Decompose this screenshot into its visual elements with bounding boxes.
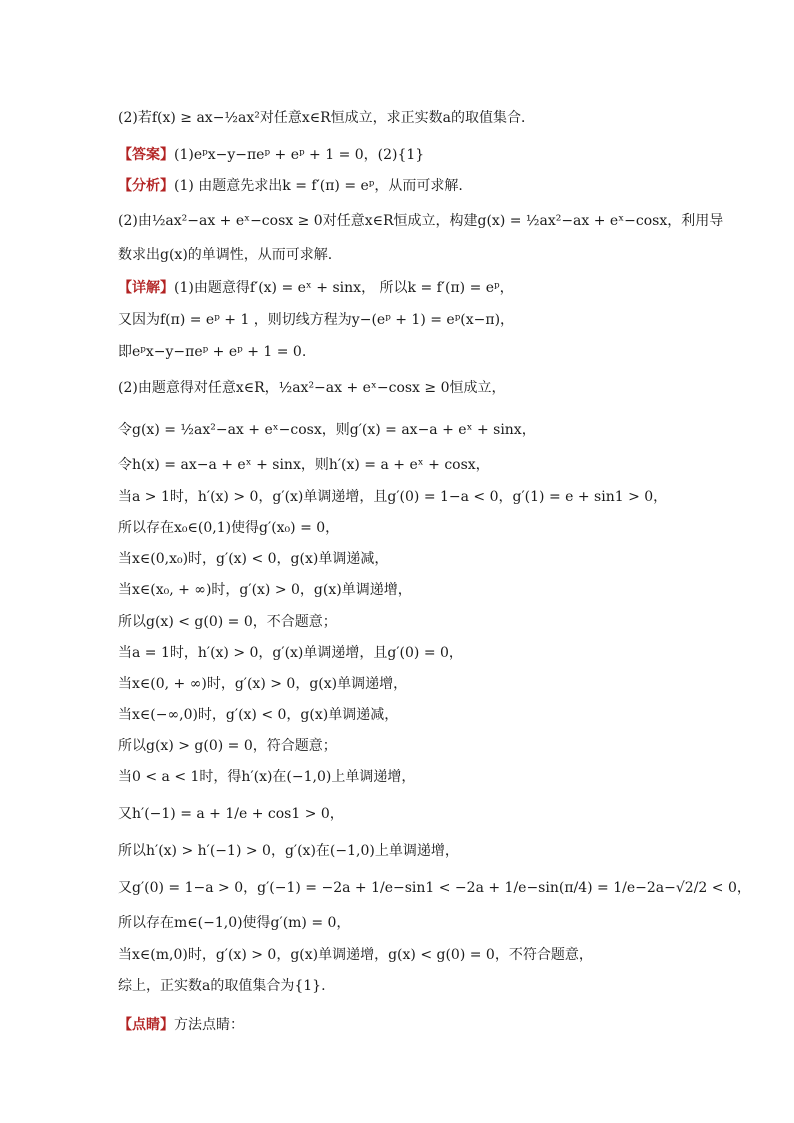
answer-tag: 【答案】 <box>118 147 174 163</box>
solution-line: 所以g(x) < g(0) = 0，不合题意； <box>118 614 337 630</box>
solution-line: 当0 < a < 1时，得h′(x)在(−1,0)上单调递增， <box>118 769 416 785</box>
analysis-part-2-continued: 数求出g(x)的单调性，从而可求解. <box>118 247 333 263</box>
solution-line: 又h′(−1) = a + 1/e + cos1 > 0， <box>118 806 344 822</box>
solution-line: 所以存在x₀∈(0,1)使得g′(x₀) = 0， <box>118 520 340 536</box>
tip-line: 【点睛】方法点睛： <box>118 1017 244 1033</box>
analysis-part-2-line: (2)由½ax²−ax + eˣ−cosx ≥ 0对任意x∈R恒成立，构建g(x) = ½ax²−ax + eˣ−cosx，利用导 <box>118 213 724 229</box>
solution-line: 当x∈(0, + ∞)时，g′(x) > 0，g(x)单调递增， <box>118 676 408 692</box>
solution-line: 当x∈(m,0)时，g′(x) > 0，g(x)单调递增，g(x) < g(0) = 0，不符合题意， <box>118 947 593 963</box>
solution-line: 所以h′(x) > h′(−1) > 0，g′(x)在(−1,0)上单调递增， <box>118 843 459 859</box>
answer-line: 【答案】(1)eᵖx−y−πeᵖ + eᵖ + 1 = 0，(2){1} <box>118 147 425 163</box>
solution-line: 当a > 1时，h′(x) > 0，g′(x)单调递增，且g′(0) = 1−a < 0，g′(1) = e + sin1 > 0， <box>118 489 668 505</box>
analysis-line: 【分析】(1) 由题意先求出k = f′(π) = eᵖ，从而可求解. <box>118 178 463 194</box>
solution-line: 又因为f(π) = eᵖ + 1 ，则切线方程为y−(eᵖ + 1) = eᵖ(x−π)， <box>118 312 515 328</box>
solution-line: 当a = 1时，h′(x) > 0，g′(x)单调递增，且g′(0) = 0， <box>118 645 463 661</box>
solution-line: 所以g(x) > g(0) = 0，符合题意； <box>118 738 337 754</box>
analysis-tag: 【分析】 <box>118 178 174 194</box>
solution-line: 所以存在m∈(−1,0)使得g′(m) = 0， <box>118 915 351 931</box>
solution-line: (2)由题意得对任意x∈R，½ax²−ax + eˣ−cosx ≥ 0恒成立， <box>118 380 506 396</box>
detail-tag: 【详解】 <box>118 280 174 296</box>
solution-line: 令h(x) = ax−a + eˣ + sinx，则h′(x) = a + eˣ + cosx， <box>118 457 490 473</box>
solution-line: 当x∈(x₀, + ∞)时，g′(x) > 0，g(x)单调递增， <box>118 582 412 598</box>
question-part-2: (2)若f(x) ≥ ax−½ax²对任意x∈R恒成立，求正实数a的取值集合． <box>118 110 536 126</box>
conclusion-line: 综上，正实数a的取值集合为{1}. <box>118 978 326 994</box>
solution-line: 当x∈(0,x₀)时，g′(x) < 0，g(x)单调递减， <box>118 551 389 567</box>
detail-line: 【详解】(1)由题意得f′(x) = eˣ + sinx， 所以k = f′(π) = eᵖ， <box>118 280 514 296</box>
solution-line: 当x∈(−∞,0)时，g′(x) < 0，g(x)单调递减， <box>118 707 399 723</box>
solution-line: 又g′(0) = 1−a > 0，g′(−1) = −2a + 1/e−sin1 < −2a + 1/e−sin(π/4) = 1/e−2a−√2/2 < 0， <box>118 880 751 896</box>
solution-line: 即eᵖx−y−πeᵖ + eᵖ + 1 = 0. <box>118 344 307 360</box>
tip-tag: 【点睛】 <box>118 1017 174 1033</box>
solution-line: 令g(x) = ½ax²−ax + eˣ−cosx，则g′(x) = ax−a + eˣ + sinx， <box>118 422 536 438</box>
